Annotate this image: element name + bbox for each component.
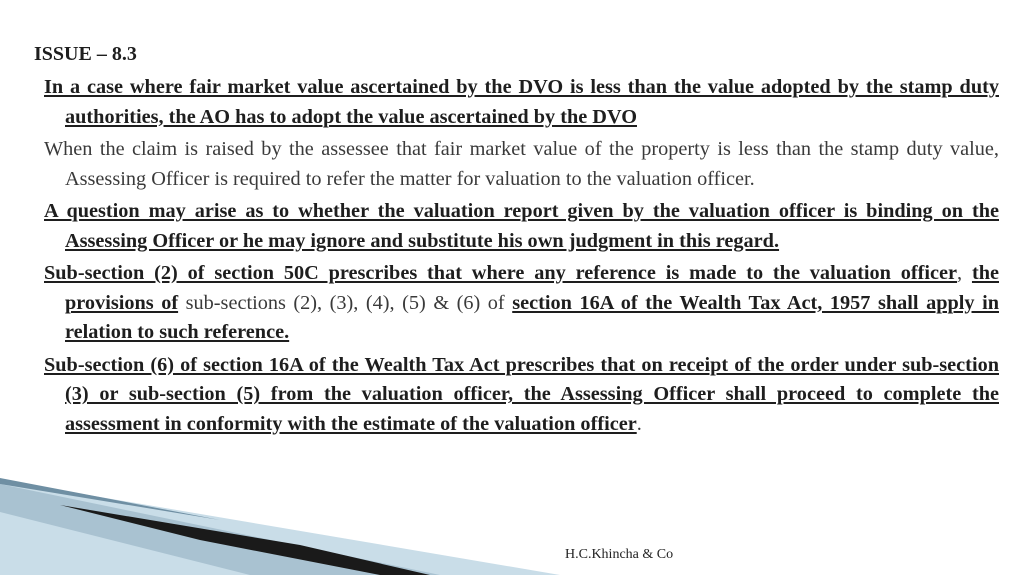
text-run: Sub-section (6) of section 16A of the Wealth Tax Act prescribes that on receipt of the order under sub-section (3) or sub-section (5) from the valuation officer, the Assessing Officer shall proceed to complete the assessment in conformity with the estimate of the valuation officer	[44, 353, 999, 435]
paragraph-heading	[44, 73, 999, 132]
paragraph-section-50c	[44, 259, 999, 348]
text-run: .	[636, 412, 642, 435]
footer-text: H.C.Khincha & Co	[565, 547, 674, 562]
paragraph-question	[44, 197, 999, 256]
slide-body	[44, 73, 999, 442]
text-run: A question may arise as to whether the valuation report given by the valuation officer is binding on the Assessing Officer or he may ignore and substitute his own judgment in this regard.	[44, 200, 999, 252]
paragraph-section-16a	[44, 351, 999, 440]
text-run: section 16A of the Wealth Tax Act, 1957 shall apply in relation to such reference.	[65, 291, 999, 343]
paragraph-claim	[44, 135, 999, 194]
text-run: ,	[957, 262, 972, 284]
slide-title: ISSUE – 8.3	[34, 43, 137, 65]
text-run: In a case where fair market value ascertained by the DVO is less than the value adopted by the stamp duty authorities, the AO has to adopt the value ascertained by the DVO	[44, 76, 999, 128]
text-run: sub-sections (2), (3), (4), (5) & (6) of	[178, 291, 513, 314]
text-run: the provisions of	[65, 262, 999, 314]
text-run: When the claim is raised by the assessee that fair market value of the property is less than the stamp duty value, Assessing Officer is required to refer the matter for valuation to the valuation officer.	[44, 138, 999, 190]
text-run: Sub-section (2) of section 50C prescribes that where any reference is made to the valuation officer	[44, 262, 958, 284]
